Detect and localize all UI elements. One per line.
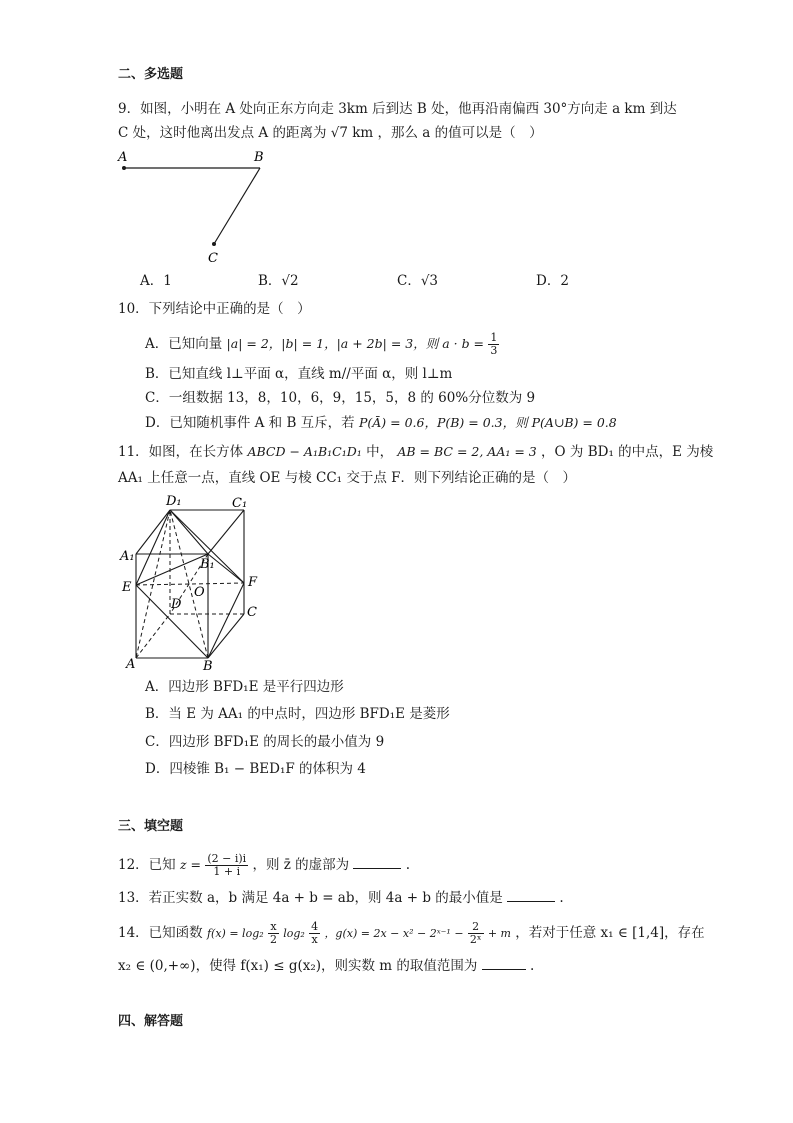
q9-label-b: B <box>254 150 264 165</box>
q9-point-c <box>212 242 216 246</box>
q9-option-b: B．√2 <box>258 273 299 289</box>
q14-tail: ，若对于任意 x₁ ∈ [1,4]，存在 <box>515 925 705 941</box>
q12-fraction <box>205 853 248 878</box>
q12-suffix: ，则 z̄ 的虚部为 <box>252 857 350 873</box>
q10-option-b: B．已知直线 l⊥平面 α，直线 m//平面 α，则 l⊥m <box>145 366 453 382</box>
edge-d1-f <box>170 510 244 583</box>
q14-line2a: x₂ ∈ (0,+∞)，使得 f(x₁) ≤ g(x₂)，则实数 m 的取值范围为 <box>118 958 478 974</box>
q11-label-c: C <box>247 605 257 620</box>
q9-stem-line2a: C 处，这时他离出发点 A 的距离为 <box>118 125 327 141</box>
q14-g-num: 2 <box>468 921 484 934</box>
section-answer: 四、解答题 <box>118 1014 184 1029</box>
q13-line <box>118 889 564 907</box>
q11-stem-line1 <box>118 443 713 461</box>
q13-answer-blank[interactable] <box>507 901 555 902</box>
q14-prefix: 14．已知函数 <box>118 925 203 941</box>
q11-option-a: A．四边形 BFD₁E 是平行四边形 <box>145 679 344 695</box>
q10-option-a <box>145 332 499 357</box>
q10-frac-den: 3 <box>490 344 498 357</box>
q9-figure <box>112 146 282 266</box>
q9-stem-line1: 9．如图，小明在 A 处向正东方向走 3km 后到达 B 处，他再沿南偏西 30°方向走 a km 到达 <box>118 101 677 117</box>
q10-option-a-prefix: A．已知向量 <box>145 336 223 352</box>
q11-label-a: A <box>126 657 136 672</box>
q9-label-c: C <box>208 251 218 266</box>
q11-option-b: B．当 E 为 AA₁ 的中点时，四边形 BFD₁E 是菱形 <box>145 706 450 722</box>
q9-option-d: D．2 <box>536 273 569 289</box>
q11-stem-1c: 中， <box>366 444 394 460</box>
q14-g-fraction <box>468 921 484 946</box>
q14-line1 <box>118 921 705 946</box>
q12-frac-num: (2 − i)i <box>207 852 247 865</box>
q10-stem: 10．下列结论中正确的是（ ） <box>118 301 311 317</box>
q11-label-d: D <box>171 597 182 612</box>
q14-f-fraction <box>268 921 279 946</box>
q11-stem-1a: 11．如图，在长方体 <box>118 444 244 460</box>
section-multi-choice: 二、多选题 <box>118 67 184 82</box>
q14-f2-num: 4 <box>311 920 319 933</box>
q11-label-c1: C₁ <box>232 496 248 511</box>
q11-option-c: C．四边形 BFD₁E 的周长的最小值为 9 <box>145 734 385 750</box>
q10-option-a-fraction <box>488 332 499 357</box>
q10-option-c: C．一组数据 13，8，10，6，9，15，5，8 的 60%分位数为 9 <box>145 390 536 406</box>
q14-g-den: 2ˣ <box>469 933 482 946</box>
q12-prefix: 12．已知 <box>118 857 176 873</box>
q11-label-o: O <box>194 585 205 600</box>
q12-line <box>118 853 410 878</box>
q12-z: z = <box>179 857 202 872</box>
q12-end: . <box>405 857 411 873</box>
q9-stem-line2b: ，那么 a 的值可以是（ ） <box>377 125 543 141</box>
q11-stem-1b: ABCD − A₁B₁C₁D₁ <box>247 444 362 459</box>
q10-frac-num: 1 <box>490 331 498 344</box>
q12-answer-blank[interactable] <box>353 868 401 869</box>
q11-stem-1d: AB = BC = 2, AA₁ = 3 <box>397 444 537 459</box>
q14-f2-den: x <box>311 933 318 946</box>
edge-b1-c1 <box>208 510 244 554</box>
q14-gend: + m <box>487 927 511 940</box>
q11-label-f: F <box>248 575 258 590</box>
q11-stem-1e: ，O 为 BD₁ 的中点，E 为棱 <box>541 444 714 460</box>
q14-g: ，g(x) = 2x − x² − 2ˣ⁻¹ − <box>324 927 464 940</box>
q9-option-a: A．1 <box>140 273 172 289</box>
q11-label-d1: D₁ <box>166 494 182 509</box>
q10-option-d-prefix: D．已知随机事件 A 和 B 互斥，若 <box>145 415 355 431</box>
q9-label-a: A <box>118 150 128 165</box>
q11-label-b: B <box>203 659 213 672</box>
q14-answer-blank[interactable] <box>482 969 526 970</box>
q14-f-den: 2 <box>269 933 277 946</box>
q14-line2 <box>118 957 534 975</box>
hidden-e-f <box>136 583 244 585</box>
q9-sqrt7: √7 km <box>330 125 374 141</box>
edge-b1-e <box>136 554 208 585</box>
q14-f2: log₂ <box>283 927 305 940</box>
q11-figure <box>116 490 276 672</box>
q11-label-e: E <box>122 580 132 595</box>
q14-end: . <box>530 958 535 974</box>
q13-end: . <box>559 890 564 906</box>
q13-text: 13．若正实数 a，b 满足 4a + b = ab，则 4a + b 的最小值是 <box>118 890 503 906</box>
q14-f2-fraction <box>309 921 320 946</box>
q9-stem-line2 <box>118 124 543 142</box>
edge-b1-d1 <box>170 510 208 554</box>
q10-option-d <box>145 414 617 432</box>
q10-option-a-math: |a| = 2，|b| = 1，|a + 2b| = 3，则 a · b = <box>226 336 485 351</box>
q11-label-a1: A₁ <box>120 549 135 564</box>
q12-frac-den: 1 + i <box>213 865 241 878</box>
q14-f: f(x) = log₂ <box>206 927 264 940</box>
q11-option-d: D．四棱锥 B₁ − BED₁F 的体积为 4 <box>145 761 366 777</box>
q11-label-b1: B₁ <box>200 557 215 572</box>
section-fill-blank: 三、填空题 <box>118 819 184 834</box>
q9-point-a <box>122 166 126 170</box>
q9-option-c: C．√3 <box>397 273 439 289</box>
q14-f-num: x <box>268 921 279 934</box>
q9-segment-bc <box>214 168 260 244</box>
q10-option-d-math: P(Ā) = 0.6，P(B) = 0.3，则 P(A∪B) = 0.8 <box>358 415 617 430</box>
q11-stem-line2: AA₁ 上任意一点，直线 OE 与棱 CC₁ 交于点 F．则下列结论正确的是（ ） <box>118 470 577 486</box>
